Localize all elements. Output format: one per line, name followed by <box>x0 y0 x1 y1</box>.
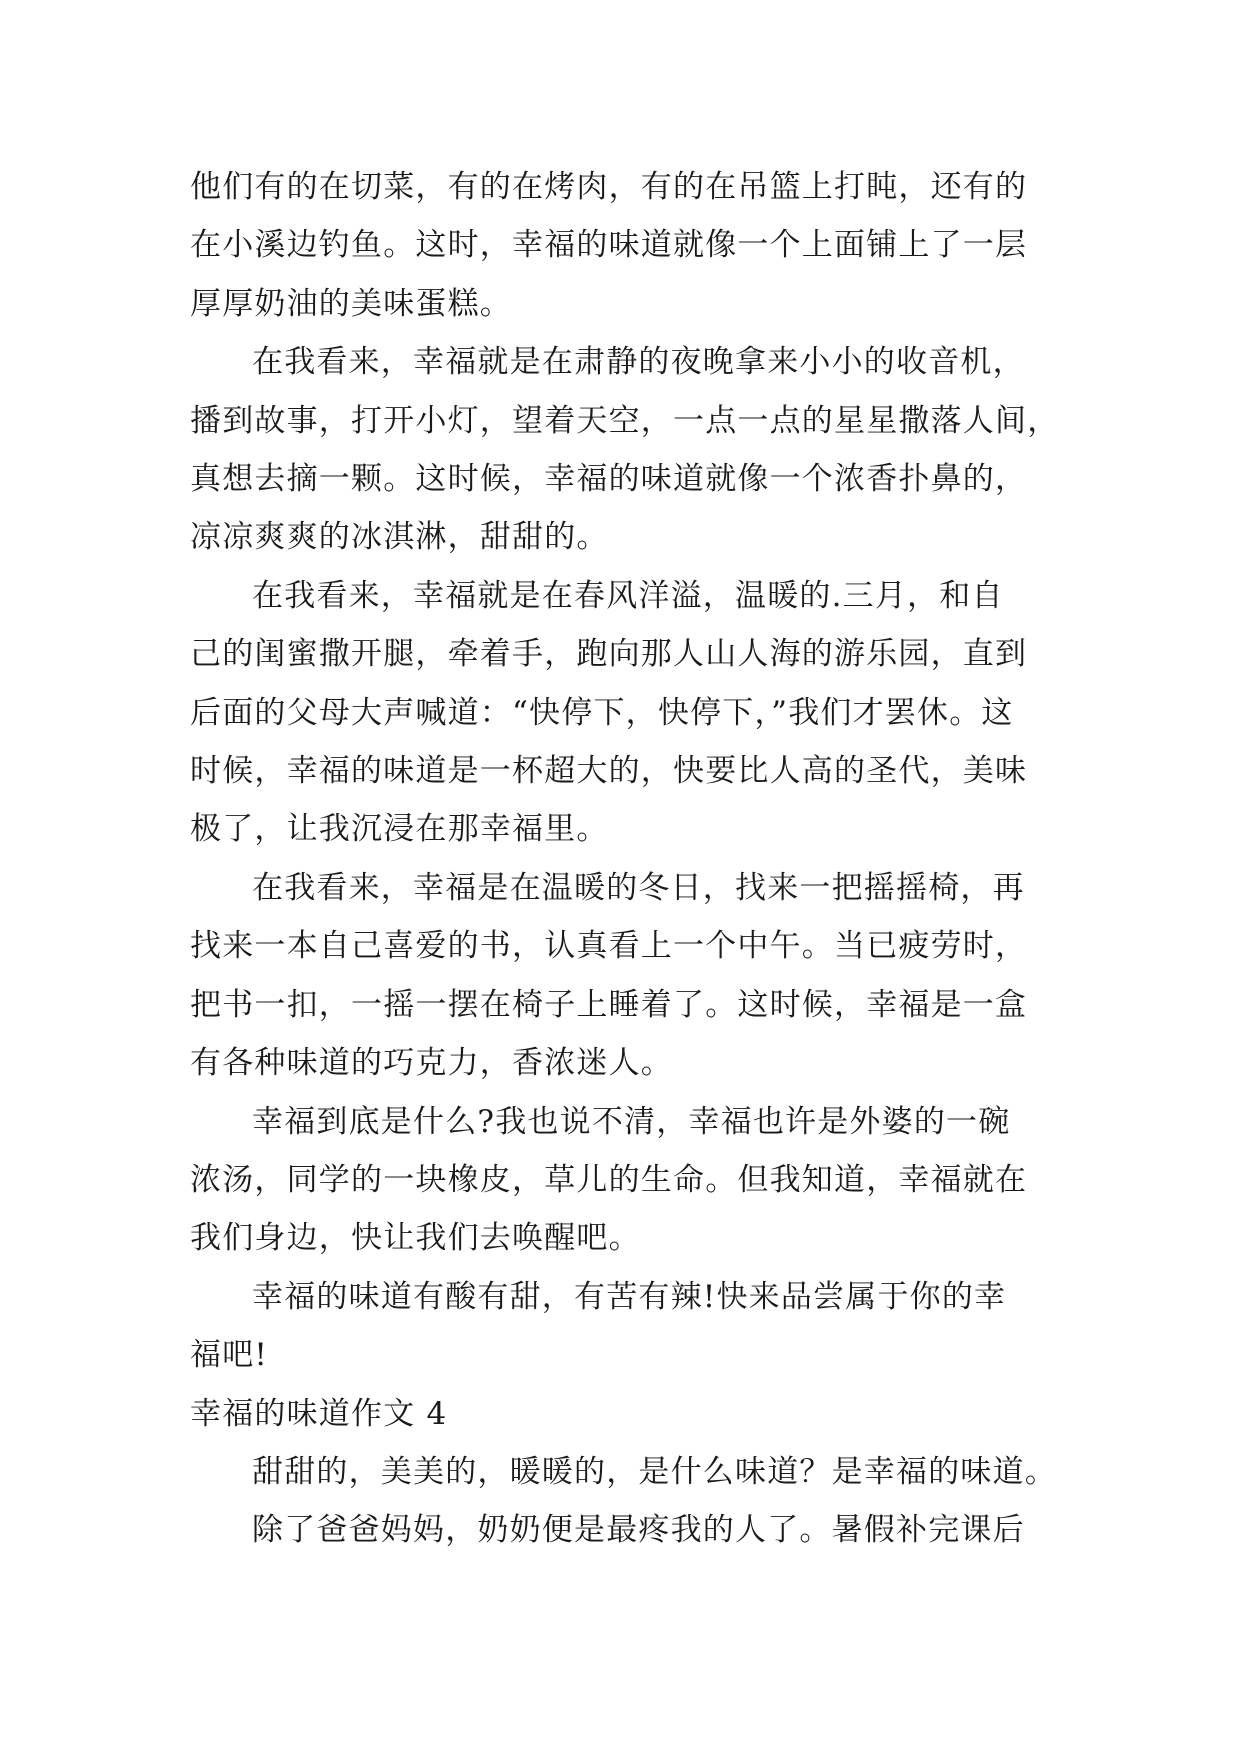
text-line <box>190 158 1050 216</box>
paragraph <box>190 1268 1050 1385</box>
text-line <box>190 976 1050 1034</box>
line-text: 他们有的在切菜，有的在烤肉，有的在吊篮上打盹，还有的 <box>190 169 1028 205</box>
line-text: 播到故事，打开小灯，望着天空，一点一点的星星撒落人间， <box>190 402 1060 439</box>
line-text: 后面的父母大声喊道：“快停下，快停下，”我们才罢休。这 <box>190 694 1014 731</box>
line-text: 幸福的味道作文 4 <box>190 1395 448 1432</box>
line-text: 幸福的味道有酸有甜，有苦有辣!快来品尝属于你的幸 <box>252 1278 1007 1315</box>
line-text: 在我看来，幸福就是在肃静的夜晚拿来小小的收音机， <box>252 344 1025 381</box>
text-line <box>190 1093 1050 1151</box>
text-line <box>190 1443 1057 1501</box>
line-text: 己的闺蜜撒开腿，牵着手，跑向那人山人海的游乐园，直到 <box>190 636 1028 673</box>
text-line <box>190 1385 1050 1443</box>
line-text: 在我看来，幸福是在温暖的冬日，找来一把摇摇椅，再 <box>252 869 1025 906</box>
text-line <box>190 392 1060 450</box>
text-line <box>190 1501 1050 1559</box>
section-heading <box>190 1385 1050 1443</box>
text-line <box>190 625 1050 683</box>
line-text: 我们身边，快让我们去唤醒吧。 <box>190 1220 641 1257</box>
paragraph <box>190 1443 1057 1501</box>
text-line <box>190 508 1050 566</box>
text-line <box>190 333 1050 391</box>
line-text: 在我看来，幸福就是在春风洋溢，温暖的.三月，和自 <box>252 577 1004 614</box>
text-line <box>190 1209 1050 1267</box>
line-text: 厚厚奶油的美味蛋糕。 <box>190 285 512 322</box>
paragraph <box>190 859 1050 1093</box>
text-line <box>190 1326 1050 1384</box>
paragraph <box>190 567 1050 859</box>
line-text: 除了爸爸妈妈，奶奶便是最疼我的人了。暑假补完课后 <box>252 1512 1025 1549</box>
line-text: 极了，让我沉浸在那幸福里。 <box>190 811 609 848</box>
line-text: 真想去摘一颗。这时候，幸福的味道就像一个浓香扑鼻的， <box>190 461 1028 498</box>
paragraph <box>190 1093 1050 1268</box>
text-line <box>190 859 1050 917</box>
text-line <box>190 800 1050 858</box>
line-text: 找来一本自己喜爱的书，认真看上一个中午。当已疲劳时， <box>190 928 1028 965</box>
text-line <box>190 684 1050 742</box>
line-text: 福吧! <box>190 1337 269 1374</box>
text-line <box>190 917 1050 975</box>
line-text: 有各种味道的巧克力，香浓迷人。 <box>190 1045 673 1082</box>
line-text: 在小溪边钓鱼。这时，幸福的味道就像一个上面铺上了一层 <box>190 227 1028 264</box>
line-text: 时候，幸福的味道是一杯超大的，快要比人高的圣代，美味 <box>190 753 1028 790</box>
line-text: 把书一扣，一摇一摆在椅子上睡着了。这时候，幸福是一盒 <box>190 986 1028 1023</box>
text-line <box>190 216 1050 274</box>
line-text: 甜甜的，美美的，暖暖的，是什么味道？是幸福的味道。 <box>252 1453 1057 1490</box>
paragraph <box>190 1501 1050 1559</box>
line-text: 浓汤，同学的一块橡皮，草儿的生命。但我知道，幸福就在 <box>190 1161 1028 1198</box>
paragraph <box>190 158 1050 333</box>
line-text: 幸福到底是什么?我也说不清，幸福也许是外婆的一碗 <box>252 1103 1011 1140</box>
text-line <box>190 1268 1050 1326</box>
document-body <box>190 158 1060 1560</box>
text-line <box>190 742 1050 800</box>
text-line <box>190 567 1050 625</box>
text-line <box>190 1034 1050 1092</box>
text-line <box>190 1151 1050 1209</box>
paragraph <box>190 333 1060 567</box>
line-text: 凉凉爽爽的冰淇淋，甜甜的。 <box>190 519 609 556</box>
text-line <box>190 450 1050 508</box>
text-line <box>190 275 1050 333</box>
